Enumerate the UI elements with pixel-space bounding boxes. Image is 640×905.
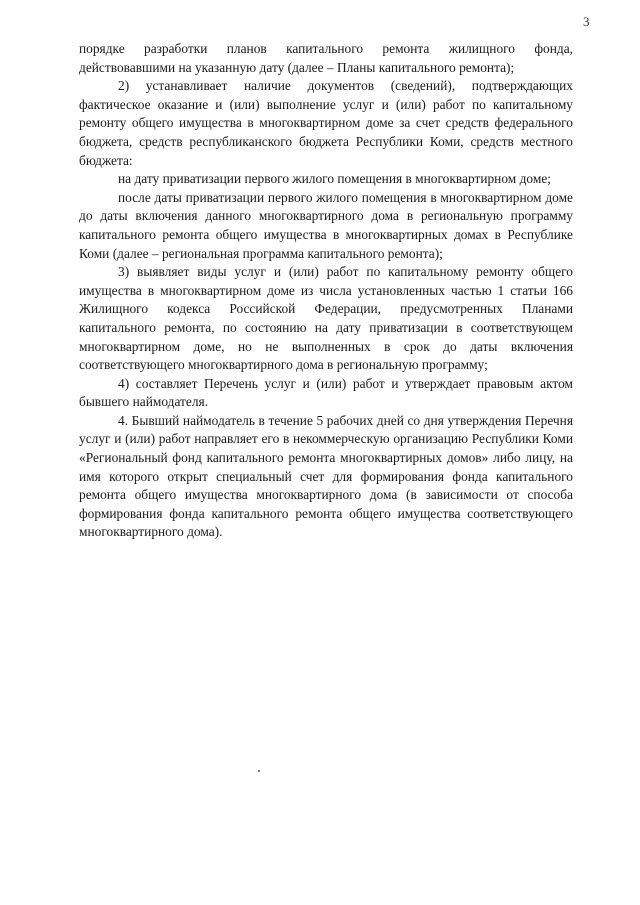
paragraph-item-2: 2) устанавливает наличие документов (сведений), подтверждающих фактическое оказание и (или) выполнение услуг и (или) работ по капитальному ремонту общего имущества в многоквартирном доме за счет средств федерального бюджета, средств республиканского бюджета Республики Коми, средств местного бюджета: bbox=[79, 78, 573, 168]
paragraph-privatization-date: на дату приватизации первого жилого помещения в многоквартирном доме; bbox=[118, 171, 552, 187]
paragraph-continuation: порядке разработки планов капитального ремонта жилищного фонда, действовавшими на указанную дату (далее – Планы капитального ремонта); bbox=[79, 41, 573, 75]
page-number: 3 bbox=[583, 14, 590, 29]
document-body bbox=[79, 40, 573, 542]
scan-speck bbox=[258, 770, 260, 772]
paragraph-after-privatization: после даты приватизации первого жилого помещения в многоквартирном доме до даты включения данного многоквартирного дома в региональную программу капитального ремонта общего имущества в многоквартирных домах в Республике Коми (далее – региональная программа капитального ремонта); bbox=[79, 189, 573, 261]
paragraph-item-4: 4) составляет Перечень услуг и (или) работ и утверждает правовым актом бывшего наймодателя. bbox=[79, 375, 573, 410]
paragraph-item-3: 3) выявляет виды услуг и (или) работ по капитальному ремонту общего имущества в многоквартирном доме из числа установленных частью 1 статьи 166 Жилищного кодекса Российской Федерации, предусмотренных Планами капитального ремонта, по состоянию на дату приватизации в соответствующем многоквартирном доме, но не выполненных в срок до даты включения соответствующего многоквартирного дома в региональную программу; bbox=[79, 264, 573, 373]
paragraph-section-4: 4. Бывший наймодатель в течение 5 рабочих дней со дня утверждения Перечня услуг и (или) работ направляет его в некоммерческую организацию Республики Коми «Региональный фонд капитального ремонта многоквартирных домов» либо лицу, на имя которого открыт специальный счет для формирования фонда капитального ремонта общего имущества многоквартирного дома (в зависимости от способа формирования фонда капитального ремонта общего имущества соответствующего многоквартирного дома). bbox=[79, 412, 573, 540]
